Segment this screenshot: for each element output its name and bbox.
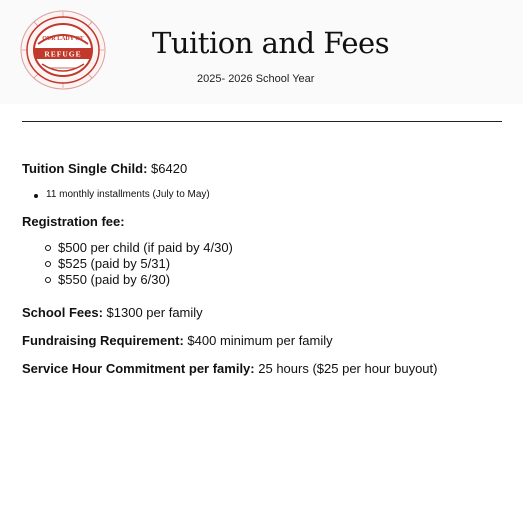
list-item: $550 (paid by 6/30) bbox=[44, 272, 233, 288]
school-fees-line bbox=[22, 305, 203, 320]
fundraising-label: Fundraising Requirement: bbox=[22, 333, 184, 348]
divider bbox=[22, 121, 502, 122]
svg-text:REFUGE: REFUGE bbox=[44, 49, 82, 59]
fundraising-line bbox=[22, 333, 333, 348]
tuition-label: Tuition Single Child: bbox=[22, 161, 148, 176]
tuition-line bbox=[22, 161, 187, 176]
page-subtitle: 2025- 2026 School Year bbox=[197, 73, 315, 85]
svg-text:OUR LADY OF: OUR LADY OF bbox=[42, 36, 84, 42]
registration-label: Registration fee: bbox=[22, 214, 125, 229]
list-item: $500 per child (if paid by 4/30) bbox=[44, 240, 233, 256]
fundraising-value: $400 minimum per family bbox=[187, 333, 333, 348]
school-seal-logo bbox=[18, 8, 108, 92]
list-item: $525 (paid by 5/31) bbox=[44, 256, 233, 272]
tuition-value: $6420 bbox=[151, 161, 188, 176]
school-fees-value: $1300 per family bbox=[106, 305, 203, 320]
school-fees-label: School Fees: bbox=[22, 305, 103, 320]
service-line bbox=[22, 361, 437, 376]
page-header bbox=[0, 0, 523, 104]
registration-heading bbox=[22, 214, 125, 229]
service-value: 25 hours ($25 per hour buyout) bbox=[258, 361, 438, 376]
registration-list bbox=[44, 240, 233, 288]
tuition-note: 11 monthly installments (July to May) bbox=[46, 189, 210, 200]
page-title: Tuition and Fees bbox=[152, 26, 390, 60]
service-label: Service Hour Commitment per family: bbox=[22, 361, 255, 376]
